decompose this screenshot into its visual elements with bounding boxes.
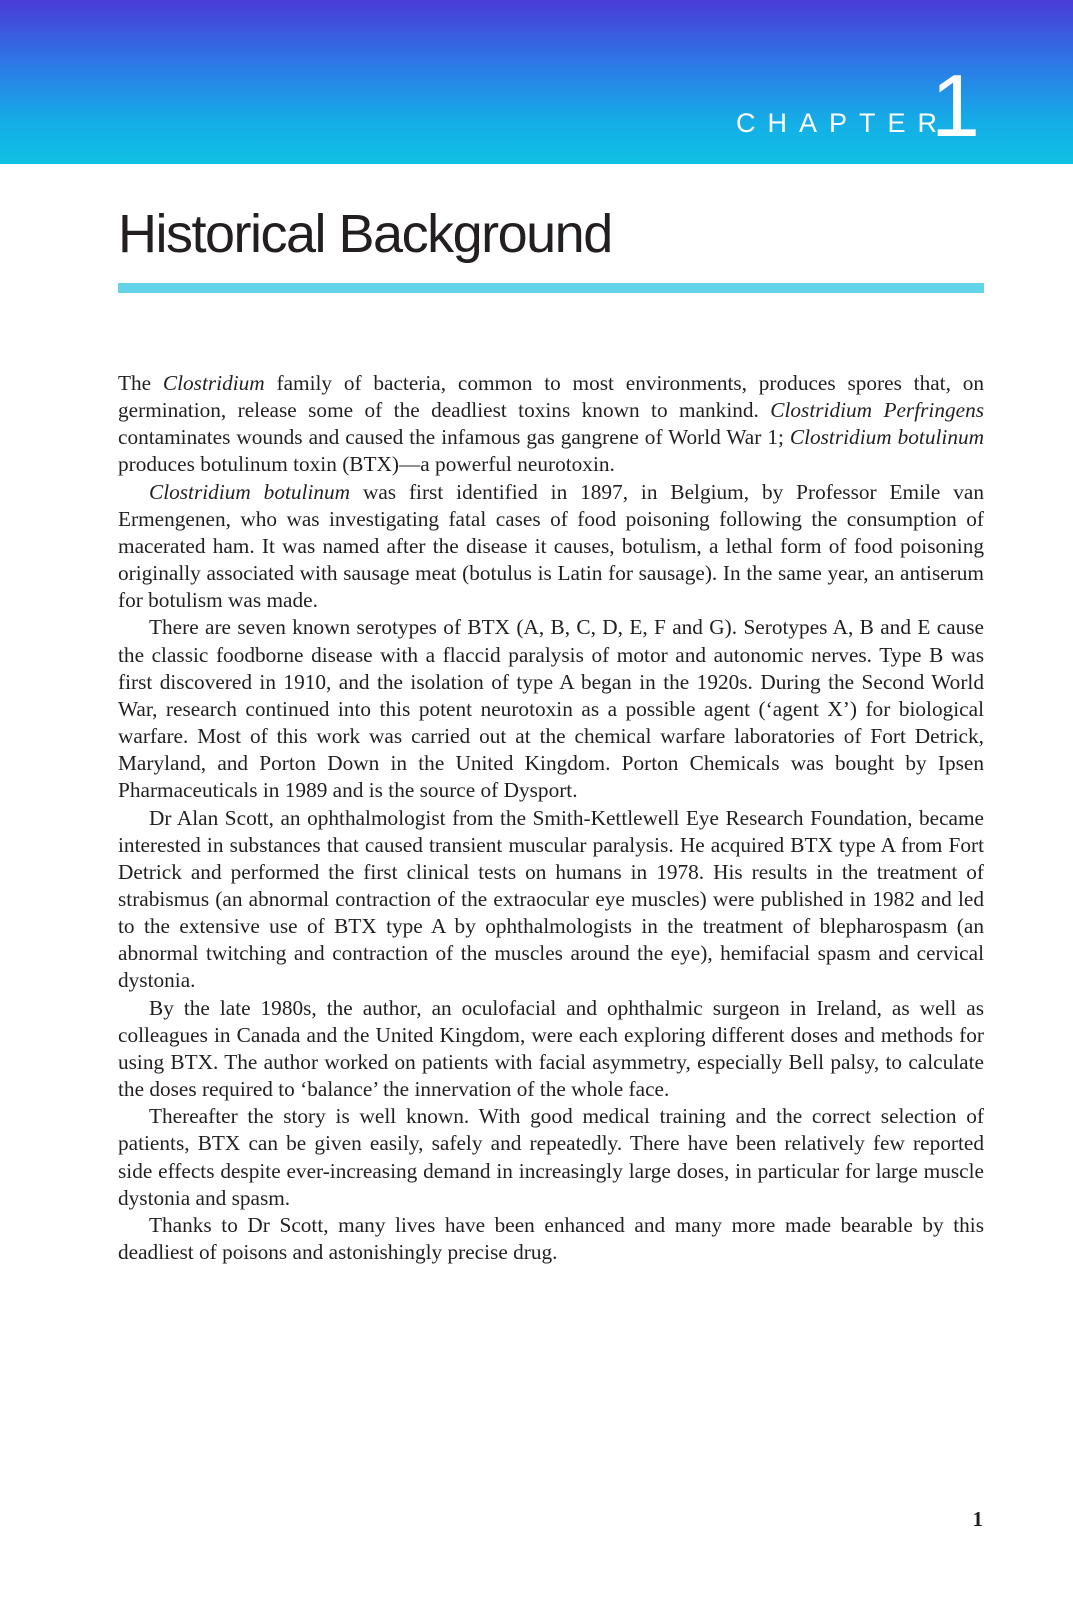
chapter-number: 1 — [931, 56, 980, 155]
page-number: 1 — [972, 1507, 983, 1531]
italic-term: Clostridium botulinum — [789, 425, 984, 450]
paragraph-text: contaminates wounds and caused the infamous gas gangrene of World War 1; — [118, 425, 790, 450]
paragraph-1 — [118, 370, 984, 479]
paragraph-3: There are seven known serotypes of BTX (A, B, C, D, E, F and G). Serotypes A, B and E cause the classic foodborne disease with a flaccid paralysis of motor and autonomic nerves. Type B was first discovered in 1910, and the isolation of type A began in the 1920s. During the Second World War, research continued into this potent neurotoxin as a possible agent (‘agent X’) for biological warfare. Most of this work was carried out at the chemical warfare laboratories of Fort Detrick, Maryland, and Porton Down in the United Kingdom. Porton Chemicals was bought by Ipsen Pharmaceuticals in 1989 and is the source of Dysport. — [118, 615, 984, 803]
paragraph-text: family of bacteria, common to most environments, produces spores that, on germination, release some of the deadliest toxins known to mankind. — [118, 371, 984, 423]
paragraph-text: The — [118, 371, 163, 395]
paragraph-text: was first identified in 1897, in Belgium, by Professor Emile van Ermengenen, who was investigating fatal cases of food poisoning following the consumption of macerated ham. It was named after the disease it causes, botulism, a lethal form of food poisoning originally associated with sausage meat (botulus is Latin for sausage). In the same year, an antiserum for botulism was made. — [118, 479, 984, 613]
italic-term: Clostridium — [162, 371, 265, 395]
paragraph-5: By the late 1980s, the author, an oculofacial and ophthalmic surgeon in Ireland, as well as colleagues in Canada and the United Kingdom, were each exploring different doses and methods for using BTX. The author worked on patients with facial asymmetry, especially Bell palsy, to calculate the doses required to ‘balance’ the innervation of the whole face. — [118, 995, 984, 1102]
chapter-title: Historical Background — [118, 204, 612, 264]
italic-term: Clostridium botulinum — [149, 479, 351, 504]
paragraph-text: produces botulinum toxin (BTX)—a powerful neurotoxin. — [118, 452, 615, 477]
paragraph-6: Thereafter the story is well known. With good medical training and the correct selection of patients, BTX can be given easily, safely and repeatedly. There have been relatively few reported side effects despite ever-increasing demand in increasingly large doses, in particular for large muscle dystonia and spasm. — [118, 1104, 984, 1210]
paragraph-4: Dr Alan Scott, an ophthalmologist from the Smith-Kettlewell Eye Research Foundation, became interested in substances that caused transient muscular paralysis. He acquired BTX type A from Fort Detrick and performed the first clinical tests on humans in 1978. His results in the treatment of strabismus (an abnormal contraction of the extraocular eye muscles) were published in 1982 and led to the extensive use of BTX type A by ophthalmologists in the treatment of blepharospasm (an abnormal twitching and contraction of the muscles around the eye), hemifacial spasm and cervical dystonia. — [118, 805, 984, 993]
title-rule — [118, 283, 984, 293]
chapter-banner — [0, 0, 1073, 164]
chapter-label: CHAPTER — [735, 108, 949, 138]
paragraph-2 — [118, 479, 984, 615]
italic-term: Clostridium Perfringens — [770, 398, 985, 423]
paragraph-7: Thanks to Dr Scott, many lives have been enhanced and many more made bearable by this deadliest of poisons and astonishingly precise drug. — [118, 1212, 984, 1264]
body-text — [118, 370, 984, 1266]
